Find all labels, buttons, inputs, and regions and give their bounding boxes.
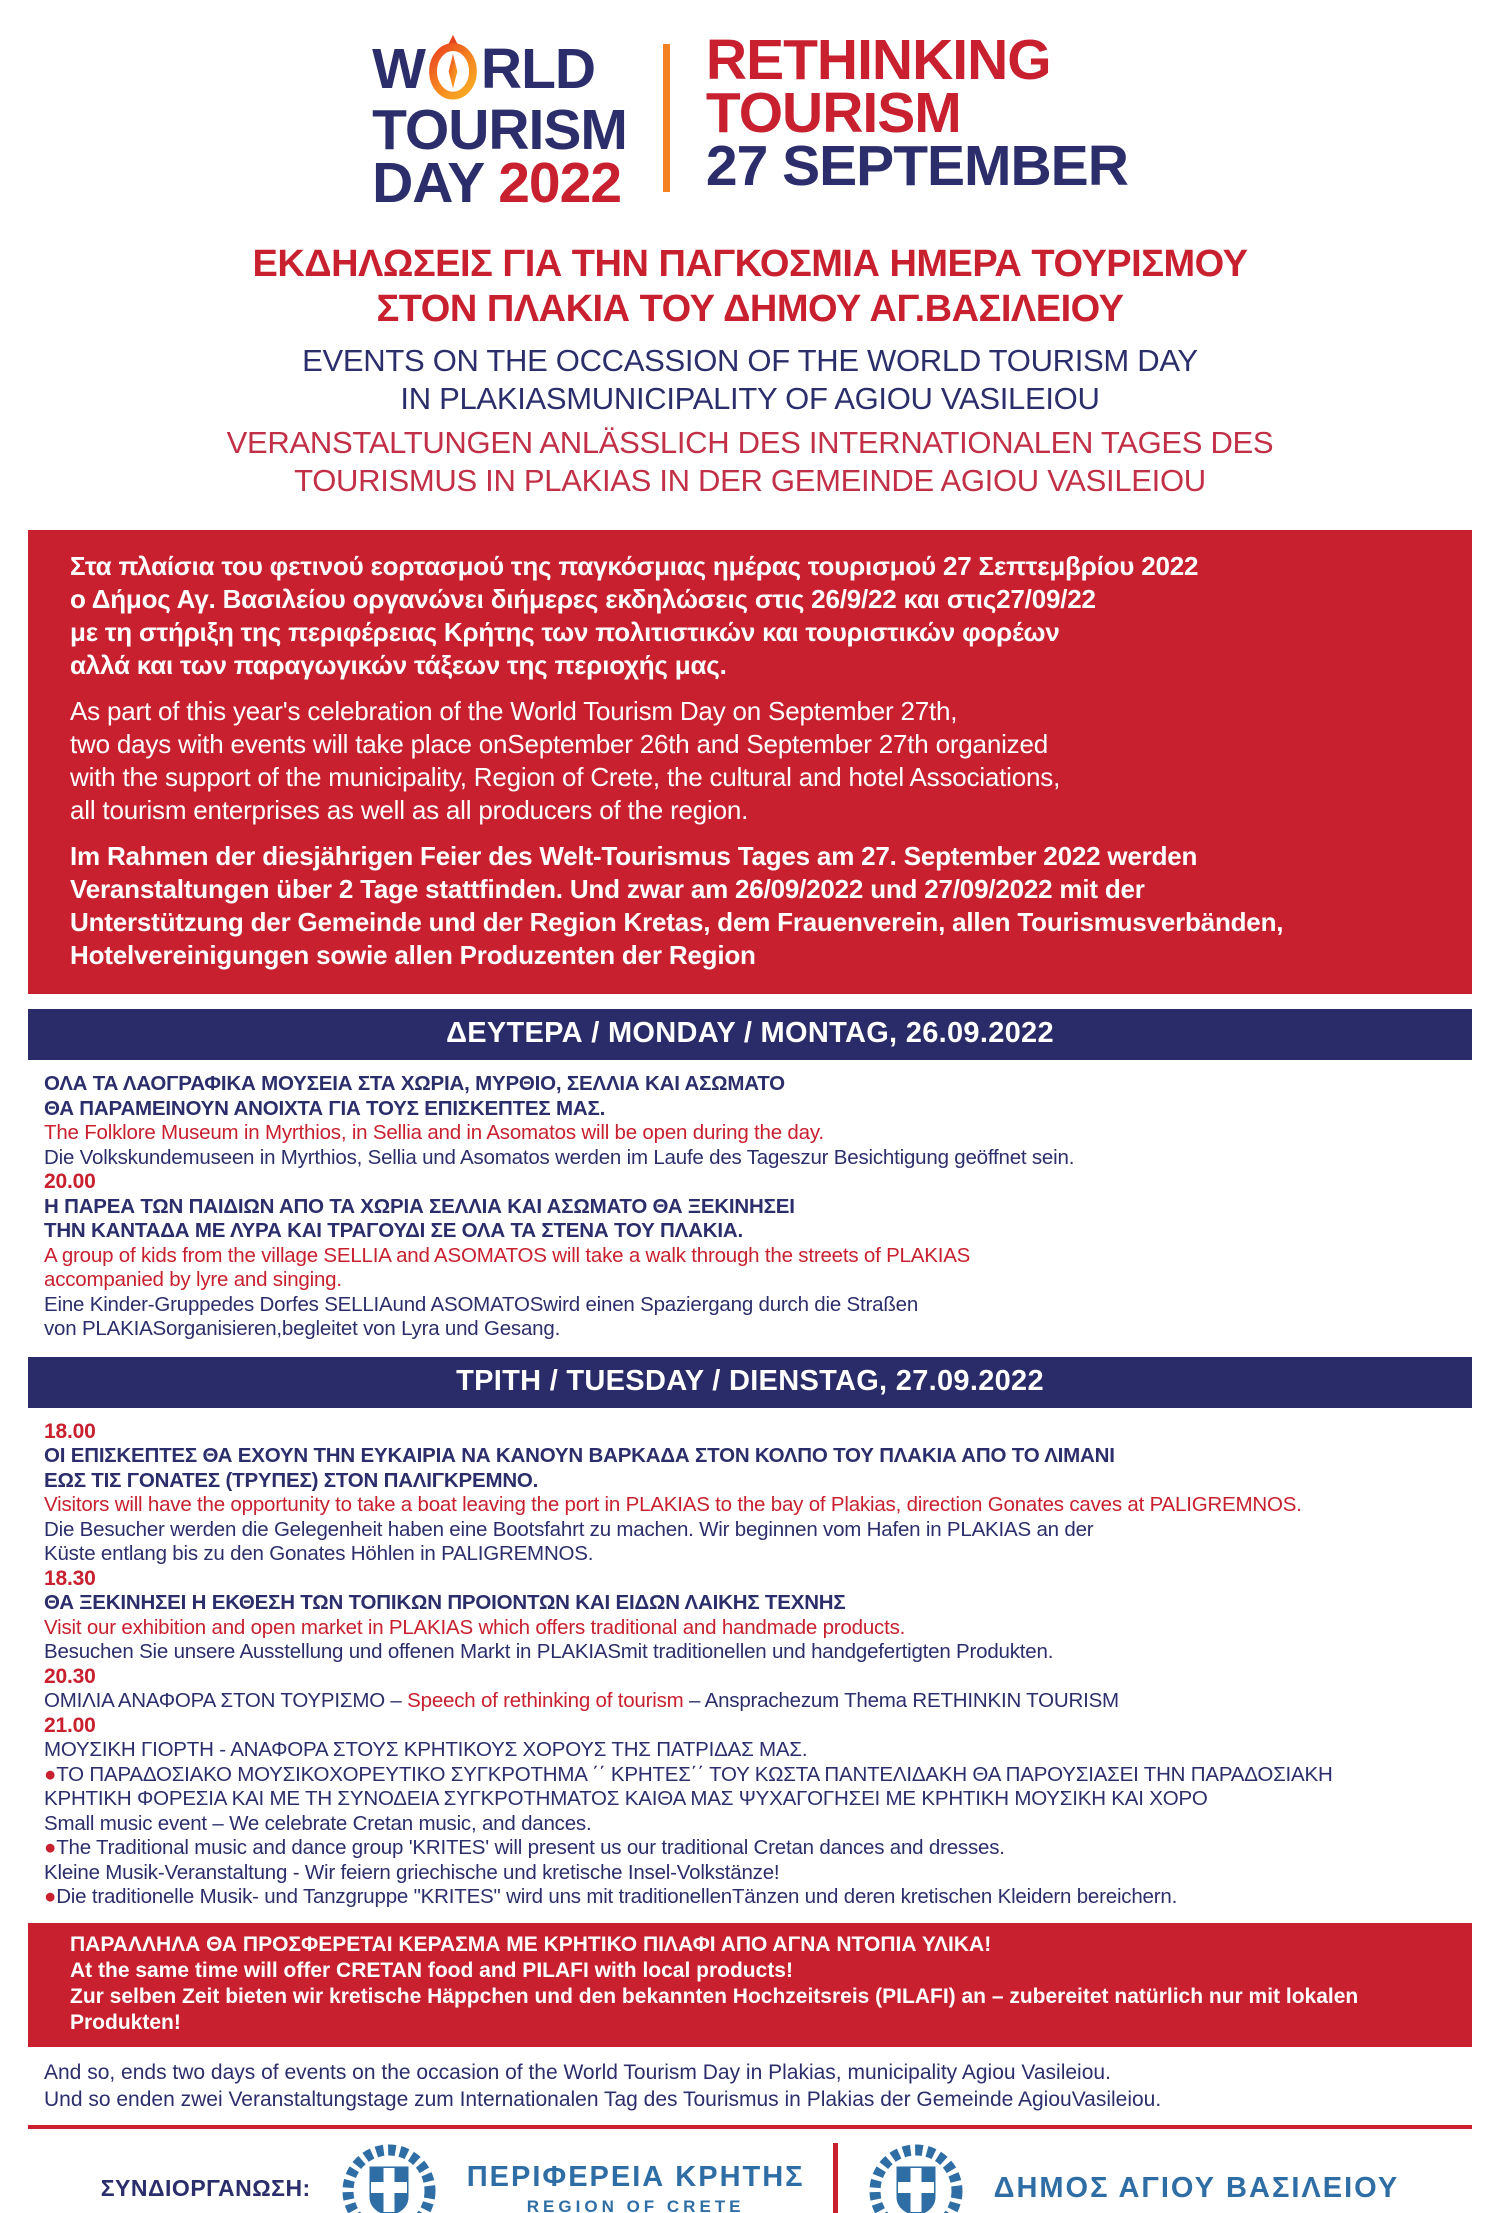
tuesday-krites-greek-line2: ΚΡΗΤΙΚΗ ΦΟΡΕΣΙΑ ΚΑΙ ΜΕ ΤΗ ΣΥΝΟΔΕΙΑ ΣΥΓΚΡΟΤΗΜΑΤΟΣ ΚΑΙΘΑ ΜΑΣ ΨΥΧΑΓΟΓΗΣΕΙ ΜΕ ΚΡΗΤΙΚΗ ΜΟΥΣΙΚΗ ΚΑΙ ΧΟΡΟ [44, 1787, 1208, 1810]
title-english-line2: IN PLAKIASMUNICIPALITY OF AGIOU VASILEIOU [400, 381, 1100, 416]
municipality-name: ΔΗΜΟΣ ΑΓΙΟΥ ΒΑΣΙΛΕΙΟΥ [993, 2172, 1400, 2204]
intro-german-line: Im Rahmen der diesjährigen Feier des Welt-Tourismus Tages am 27. September 2022 werden [70, 841, 1198, 871]
tuesday-boat-greek-line1: ΟΙ ΕΠΙΣΚΕΠΤΕΣ ΘΑ ΕΧΟΥΝ ΤΗΝ ΕΥΚΑΙΡΙΑ ΝΑ ΚΑΝΟΥΝ ΒΑΡΚΑΔΑ ΣΤΟΝ ΚΟΛΠΟ ΤΟΥ ΠΛΑΚΙΑ ΑΠΟ ΤΟ ΛΙΜΑΝΙ [44, 1444, 1115, 1467]
bullet-icon: ● [44, 1836, 57, 1859]
title-english-line1: EVENTS ON THE OCCASSION OF THE WORLD TOURISM DAY [302, 343, 1198, 378]
intro-greek-line: ο Δήμος Αγ. Βασιλείου οργανώνει διήμερες εκδηλώσεις στις 26/9/22 και στις27/09/22 [70, 584, 1096, 614]
krites-english-text: The Traditional music and dance group 'KRITES' will present us our traditional Cretan dances and dresses. [56, 1836, 1005, 1859]
intro-greek-line: αλλά και των παραγωγικών τάξεων της περιοχής μας. [70, 650, 727, 680]
bullet-icon: ● [44, 1885, 57, 1908]
monday-kids-greek-line1: Η ΠΑΡΕΑ ΤΩΝ ΠΑΙΔΙΩΝ ΑΠΟ ΤΑ ΧΩΡΙΑ ΣΕΛΛΙΑ ΚΑΙ ΑΣΩΜΑΤΟ ΘΑ ΞΕΚΙΝΗΣΕΙ [44, 1194, 795, 1218]
logo-date: 27 SEPTEMBER [705, 134, 1128, 198]
tuesday-time-1800: 18.00 [44, 1419, 96, 1443]
title-german-line2: TOURISMUS IN PLAKIAS IN DER GEMEINDE AGIOU VASILEIOU [294, 463, 1206, 498]
co-organization-label: ΣΥΝΔΙΟΡΓΑΝΩΣΗ: [100, 2175, 311, 2201]
tuesday-market-english: Visit our exhibition and open market in PLAKIAS which offers traditional and handmade products. [44, 1615, 906, 1639]
intro-english-paragraph [70, 695, 1430, 827]
logo-rethinking: RETHINKING [705, 28, 1051, 92]
pilafi-red-box [28, 1923, 1472, 2047]
pilafi-greek: ΠΑΡΑΛΛΗΛΑ ΘΑ ΠΡΟΣΦΕΡΕΤΑΙ ΚΕΡΑΣΜΑ ΜΕ ΚΡΗΤΙΚΟ ΠΙΛΑΦΙ ΑΠΟ ΑΓΝΑ ΝΤΟΠΙΑ ΥΛΙΚΑ! [70, 1932, 992, 1956]
intro-english-line: with the support of the municipality, Region of Crete, the cultural and hotel Associations, [70, 762, 1061, 792]
intro-english-line: all tourism enterprises as well as all producers of the region. [70, 795, 749, 825]
pilafi-english: At the same time will offer CRETAN food and PILAFI with local products! [70, 1958, 793, 1982]
intro-german-line: Hotelvereinigungen sowie allen Produzenten der Region [70, 940, 756, 970]
monday-kids-german-line2: von PLAKIASorganisieren,begleitet von Lyra und Gesang. [44, 1317, 561, 1340]
tuesday-boat-english: Visitors will have the opportunity to take a boat leaving the port in PLAKIAS to the bay of Plakias, direction Gonates caves at PALIGREMNOS. [44, 1493, 1302, 1516]
tuesday-time-2100: 21.00 [44, 1713, 96, 1737]
tuesday-music-greek: ΜΟΥΣΙΚΗ ΓΙΟΡΤΗ - ΑΝΑΦΟΡΑ ΣΤΟΥΣ ΚΡΗΤΙΚΟΥΣ ΧΟΡΟΥΣ ΤΗΣ ΠΑΤΡΙΔΑΣ ΜΑΣ. [44, 1738, 808, 1761]
compass-icon [427, 34, 479, 100]
bullet-icon: ● [44, 1762, 57, 1786]
intro-english-line: As part of this year's celebration of the World Tourism Day on September 27th, [70, 696, 958, 726]
tuesday-boat-greek-line2: ΕΩΣ ΤΙΣ ΓΟΝΑΤΕΣ (ΤΡΥΠΕΣ) ΣΤΟΝ ΠΑΛΙΓΚΡΕΜΝΟ. [44, 1468, 539, 1492]
pilafi-german: Zur selben Zeit bieten wir kretische Häppchen und den bekannten Hochzeitsreis (PILAFI) an – zubereitet natürlich nur mit lokalen Produkten! [70, 1984, 1359, 2034]
world-tourism-day-logo [372, 34, 627, 215]
tuesday-boat-german-line2: Küste entlang bis zu den Gonates Höhlen in PALIGREMNOS. [44, 1542, 594, 1565]
logo-line-world [372, 34, 627, 104]
title-greek-line2: ΣΤΟΝ ΠΛΑΚΙΑ ΤΟΥ ΔΗΜΟΥ ΑΓ.ΒΑΣΙΛΕΙΟΥ [376, 288, 1124, 330]
monday-section [0, 1060, 1500, 1342]
tuesday-krites-greek-line1 [44, 1763, 1456, 1788]
intro-german-line: Unterstützung der Gemeinde und der Region Kretas, dem Frauenverein, allen Tourismusverbänden, [70, 907, 1284, 937]
monday-museums-greek-line2: ΘΑ ΠΑΡΑΜΕΙΝΟΥΝ ΑΝΟΙΧΤΑ ΓΙΑ ΤΟΥΣ ΕΠΙΣΚΕΠΤΕΣ ΜΑΣ. [44, 1096, 606, 1120]
footer-vertical-divider [833, 2143, 838, 2213]
tuesday-section [0, 1408, 1500, 1910]
tuesday-boat-german-line1: Die Besucher werden die Gelegenheit haben eine Bootsfahrt zu machen. Wir beginnen vom Hafen in PLAKIAS an der [44, 1517, 1094, 1541]
header-logo-block [0, 0, 1500, 215]
tuesday-time-1830: 18.30 [44, 1566, 96, 1590]
tuesday-market-german: Besuchen Sie unsere Ausstellung und offenen Markt in PLAKIASmit traditionellen und handgefertigten Produkten. [44, 1640, 1054, 1663]
title-greek-line1: ΕΚΔΗΛΩΣΕΙΣ ΓΙΑ ΤΗΝ ΠΑΓΚΟΣΜΙΑ ΗΜΕΡΑ ΤΟΥΡΙΣΜΟΥ [252, 243, 1248, 285]
closing-block [0, 2047, 1500, 2113]
monday-banner: ΔΕΥΤΕΡΑ / MONDAY / MONTAG, 26.09.2022 [28, 1009, 1472, 1060]
region-of-crete-logotext [467, 2161, 805, 2213]
monday-kids-english-line2: accompanied by lyre and singing. [44, 1268, 342, 1291]
title-english [0, 342, 1500, 418]
logo-world-pre: W [372, 36, 425, 101]
intro-greek-line: Στα πλαίσια του φετινού εορτασμού της παγκόσμιας ημέρας τουρισμού 27 Σεπτεμβρίου 2022 [70, 551, 1199, 581]
title-german [0, 424, 1500, 500]
speech-english: Speech of rethinking of tourism [407, 1689, 684, 1712]
logo-line-day-year [372, 151, 627, 215]
tuesday-time-2030: 20.30 [44, 1664, 96, 1688]
logo-tourism2: TOURISM [705, 81, 961, 145]
intro-greek-paragraph [70, 550, 1430, 682]
monday-kids-german-line1: Eine Kinder-Gruppedes Dorfes SELLIAund ASOMATOSwird einen Spaziergang durch die Straßen [44, 1292, 919, 1316]
region-of-crete-emblem-icon [339, 2139, 439, 2213]
intro-red-box [28, 530, 1472, 994]
tuesday-speech-line [44, 1689, 1456, 1714]
tuesday-music-english: Small music event – We celebrate Cretan music, and dances. [44, 1811, 592, 1835]
monday-museums-german: Die Volkskundemuseen in Myrthios, Sellia und Asomatos werden im Laufe des Tageszur Besichtigung geöffnet sein. [44, 1145, 1075, 1169]
intro-english-line: two days with events will take place onSeptember 26th and September 27th organized [70, 729, 1048, 759]
logo-world-post: RLD [480, 36, 596, 101]
closing-german: Und so enden zwei Veranstaltungstage zum Internationalen Tag des Tourismus in Plakias der Gemeinde AgiouVasileiou. [44, 2087, 1162, 2111]
krites-german-text: Die traditionelle Musik- und Tanzgruppe "KRITES" wird uns mit traditionellenTänzen und deren kretischen Kleidern bereichern. [56, 1885, 1178, 1908]
tuesday-krites-german-line [44, 1885, 1456, 1910]
logo-line-tourism: TOURISM [372, 98, 627, 162]
speech-german: – Ansprachezum Thema RETHINKIN TOURISM [683, 1689, 1119, 1712]
title-greek [0, 242, 1500, 332]
tuesday-krites-english-line [44, 1836, 1456, 1861]
monday-museums-greek-line1: ΟΛΑ ΤΑ ΛΑΟΓΡΑΦΙΚΑ ΜΟΥΣΕΙΑ ΣΤΑ ΧΩΡΙΑ, ΜΥΡΘΙΟ, ΣΕΛΛΙΑ ΚΑΙ ΑΣΩΜΑΤΟ [44, 1072, 785, 1095]
intro-german-paragraph [70, 840, 1430, 972]
region-name: ΠΕΡΙΦΕΡΕΙΑ ΚΡΗΤΗΣ [466, 2160, 805, 2193]
rethinking-tourism-logo [705, 28, 1128, 198]
intro-german-line: Veranstaltungen über 2 Tage stattfinden. Und zwar am 26/09/2022 und 27/09/2022 mit der [70, 874, 1145, 904]
intro-greek-line: με τη στήριξη της περιφέρειας Κρήτης των πολιτιστικών και τουριστικών φορέων [70, 617, 1060, 647]
monday-kids-greek-line2: ΤΗΝ ΚΑΝΤΑΔΑ ΜΕ ΛΥΡΑ ΚΑΙ ΤΡΑΓΟΥΔΙ ΣΕ ΟΛΑ ΤΑ ΣΤΕΝΑ ΤΟΥ ΠΛΑΚΙΑ. [44, 1219, 743, 1242]
region-subtitle: REGION OF CRETE [526, 2196, 745, 2213]
krites-greek-text1: ΤΟ ΠΑΡΑΔΟΣΙΑΚΟ ΜΟΥΣΙΚΟΧΟΡΕΥΤΙΚΟ ΣΥΓΚΡΟΤΗΜΑ ΄΄ ΚΡΗΤΕΣ΄΄ ΤΟΥ ΚΩΣΤΑ ΠΑΝΤΕΛΙΔΑΚΗ ΘΑ ΠΑΡΟΥΣΙΑΣΕΙ ΤΗΝ ΠΑΡΑΔΟΣΙΑΚΗ [56, 1762, 1333, 1786]
title-german-line1: VERANSTALTUNGEN ANLÄSSLICH DES INTERNATIONALEN TAGES DES [226, 425, 1274, 460]
logo-day: DAY [372, 151, 485, 215]
municipality-emblem-icon [866, 2139, 966, 2213]
logo-year: 2022 [498, 151, 622, 215]
monday-time-2000: 20.00 [44, 1170, 96, 1193]
logo-divider [663, 44, 670, 192]
monday-kids-english-line1: A group of kids from the village SELLIA and ASOMATOS will take a walk through the streets of PLAKIAS [44, 1243, 971, 1267]
closing-english: And so, ends two days of events on the occasion of the World Tourism Day in Plakias, municipality Agiou Vasileiou. [44, 2060, 1111, 2084]
tuesday-market-greek: ΘΑ ΞΕΚΙΝΗΣΕΙ Η ΕΚΘΕΣΗ ΤΩΝ ΤΟΠΙΚΩΝ ΠΡΟΙΟΝΤΩΝ ΚΑΙ ΕΙΔΩΝ ΛΑΙΚΗΣ ΤΕΧΝΗΣ [44, 1591, 846, 1614]
monday-museums-english: The Folklore Museum in Myrthios, in Sellia and in Asomatos will be open during the day. [44, 1121, 824, 1144]
footer-organizers [0, 2129, 1500, 2213]
speech-greek: ΟΜΙΛΙΑ ΑΝΑΦΟΡΑ ΣΤΟΝ ΤΟΥΡΙΣΜΟ – [44, 1689, 408, 1712]
tuesday-banner: ΤΡΙΤΗ / TUESDAY / DIENSTAG, 27.09.2022 [28, 1357, 1472, 1408]
tuesday-music-german: Kleine Musik-Veranstaltung - Wir feiern griechische und kretische Insel-Volkstänze! [44, 1860, 780, 1884]
